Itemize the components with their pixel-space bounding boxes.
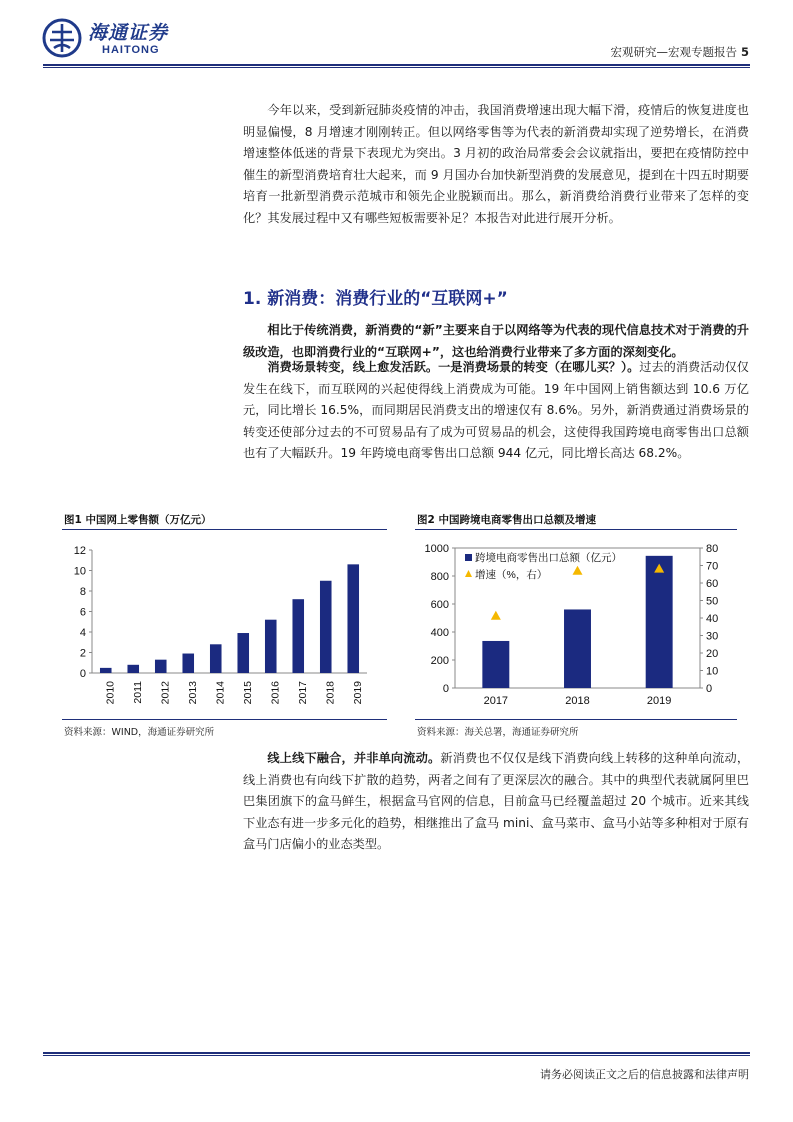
x-tick-label: 2019 [351, 681, 364, 705]
y-tick-label: 6 [79, 606, 86, 619]
left-tick-label: 0 [442, 683, 449, 695]
footer-divider [43, 1052, 750, 1054]
company-logo [42, 18, 192, 60]
report-section: 宏观研究—宏观专题报告 [610, 45, 737, 59]
y-tick-label: 2 [79, 647, 86, 660]
logo-english-name: HAITONG [102, 44, 160, 56]
cross-border-export-chart [415, 536, 737, 726]
section-title: 1. 新消费：消费行业的“互联网+” [243, 289, 508, 309]
x-tick-label: 2019 [646, 695, 672, 707]
growth-marker-2018 [573, 566, 583, 575]
right-tick-label: 60 [706, 578, 719, 590]
legend-marker-label: 增速（%，右） [475, 569, 548, 581]
integration-text [243, 748, 749, 856]
right-tick-label: 20 [706, 648, 719, 660]
figure-1-bottom-rule [62, 719, 387, 720]
header-divider [43, 64, 750, 66]
left-tick-label: 200 [430, 655, 449, 667]
bar-2018 [564, 609, 591, 688]
right-tick-label: 40 [706, 613, 719, 625]
bar-2011 [127, 665, 139, 673]
x-tick-label: 2011 [131, 681, 144, 704]
y-tick-label: 8 [79, 586, 86, 598]
growth-marker-2017 [491, 611, 501, 620]
bar-2017 [292, 599, 304, 673]
figure-2 [415, 512, 737, 742]
right-tick-label: 70 [706, 560, 719, 573]
logo-chinese-name: 海通证券 [88, 22, 169, 44]
x-tick-label: 2017 [296, 681, 309, 705]
figure-2-bottom-rule [415, 719, 737, 720]
bar-2016 [265, 620, 277, 673]
bar-2018 [320, 581, 332, 673]
intro-text: 今年以来，受到新冠肺炎疫情的冲击，我国消费增速出现大幅下滑，疫情后的恢复进度也明显偏慢，8 月增速才刚刚转正。但以网络零售等为代表的新消费却实现了逆势增长，在消费增速整体低迷的背景下表现尤为突出。3 月初的政治局常委会会议就指出，要把在疫情防控中催生的新型消费培育壮大起来，而 9 月国办台加快新型消费的发展意见，提到在十四五时期要培育一批新型消费示范城市和领先企业脱颖而出。那么，新消费给消费行业带来了怎样的变化？其发展过程中又有哪些短板需要补足？本报告对此进行展开分析。 [243, 103, 749, 225]
y-tick-label: 12 [73, 545, 86, 557]
y-tick-label: 10 [73, 565, 86, 578]
left-tick-label: 400 [430, 627, 449, 639]
bar-2017 [482, 641, 509, 688]
figure-1-source: 资料来源：WIND，海通证券研究所 [64, 727, 215, 738]
bar-2019 [646, 556, 673, 688]
figure-1 [62, 512, 387, 742]
integration-lead: 线上线下融合，并非单向流动。 [267, 751, 441, 765]
x-tick-label: 2014 [214, 681, 227, 705]
right-tick-label: 0 [706, 683, 713, 695]
bar-2012 [155, 660, 167, 673]
header-divider-thin [43, 67, 750, 68]
legend-marker-swatch [465, 570, 472, 577]
right-tick-label: 30 [706, 630, 719, 643]
y-tick-label: 0 [79, 668, 86, 680]
bar-2014 [210, 644, 222, 673]
x-tick-label: 2018 [324, 681, 337, 705]
figure-2-title: 图2 中国跨境电商零售出口总额及增速 [415, 512, 737, 530]
bar-2019 [347, 564, 359, 673]
integration-rest: 新消费也不仅仅是线下消费向线上转移的这种单向流动，线上消费也有向线下扩散的趋势，两者之间有了更深层次的融合。其中的典型代表就属阿里巴巴集团旗下的盒马鲜生，根据盒马官网的信息，目前盒马已经覆盖超过 20 个城市。近来其线下业态有进一步多元化的趋势，相继推出了盒马 mini、盒马菜市、盒马小站等多种相对于原有盒马门店偏小的业态类型。 [243, 751, 750, 851]
x-tick-label: 2016 [269, 681, 282, 705]
x-tick-label: 2017 [483, 695, 509, 707]
summary-text: 相比于传统消费，新消费的“新”主要来自于以网络等为代表的现代信息技术对于消费的升级改造，也即消费行业的“互联网+”，这也给消费行业带来了多方面的深刻变化。 [243, 323, 749, 359]
bar-2015 [237, 633, 249, 673]
legend-bar-swatch [465, 554, 472, 561]
legend-bar-label: 跨境电商零售出口总额（亿元） [475, 552, 622, 564]
scene-paragraph [243, 357, 749, 465]
running-header [610, 44, 749, 60]
x-tick-label: 2012 [159, 681, 172, 705]
scene-lead: 消费场景转变，线上愈发活跃。一是消费场景的转变（在哪儿买？）。 [267, 360, 640, 374]
bar-2010 [100, 668, 112, 673]
left-tick-label: 1000 [424, 543, 449, 555]
right-tick-label: 10 [706, 665, 719, 678]
left-tick-label: 600 [430, 599, 449, 611]
y-tick-label: 4 [79, 627, 86, 639]
intro-paragraph [243, 100, 749, 229]
scene-rest: 过去的消费活动仅仅发生在线下，而互联网的兴起使得线上消费成为可能。19 年中国网上销售额达到 10.6 万亿元，同比增长 16.5%，而同期居民消费支出的增速仅有 8.6%。另外，新消费通过消费场景的转变还使部分过去的不可贸易品有了成为可贸易品的机会，这使得我国跨境电商零售出口总额也有了大幅跃升。19 年跨境电商零售出口总额 944 亿元，同比增长高达 68.2%。 [243, 360, 749, 460]
x-tick-label: 2010 [104, 681, 117, 705]
figure-1-title: 图1 中国网上零售额（万亿元） [62, 512, 387, 530]
x-tick-label: 2018 [565, 695, 590, 707]
page-number: 5 [740, 45, 749, 59]
x-tick-label: 2015 [241, 681, 254, 705]
x-tick-label: 2013 [186, 681, 199, 705]
figure-2-source: 资料来源：海关总署，海通证券研究所 [417, 727, 579, 738]
scene-text [243, 357, 749, 465]
online-retail-chart [62, 536, 387, 726]
bar-2013 [182, 654, 194, 673]
right-tick-label: 80 [706, 543, 719, 555]
footer-divider-thin [43, 1055, 750, 1056]
integration-paragraph [243, 748, 749, 856]
haitong-logo-icon [42, 18, 82, 58]
footer-disclaimer: 请务必阅读正文之后的信息披露和法律声明 [540, 1068, 749, 1081]
left-tick-label: 800 [430, 571, 449, 583]
right-tick-label: 50 [706, 595, 719, 608]
